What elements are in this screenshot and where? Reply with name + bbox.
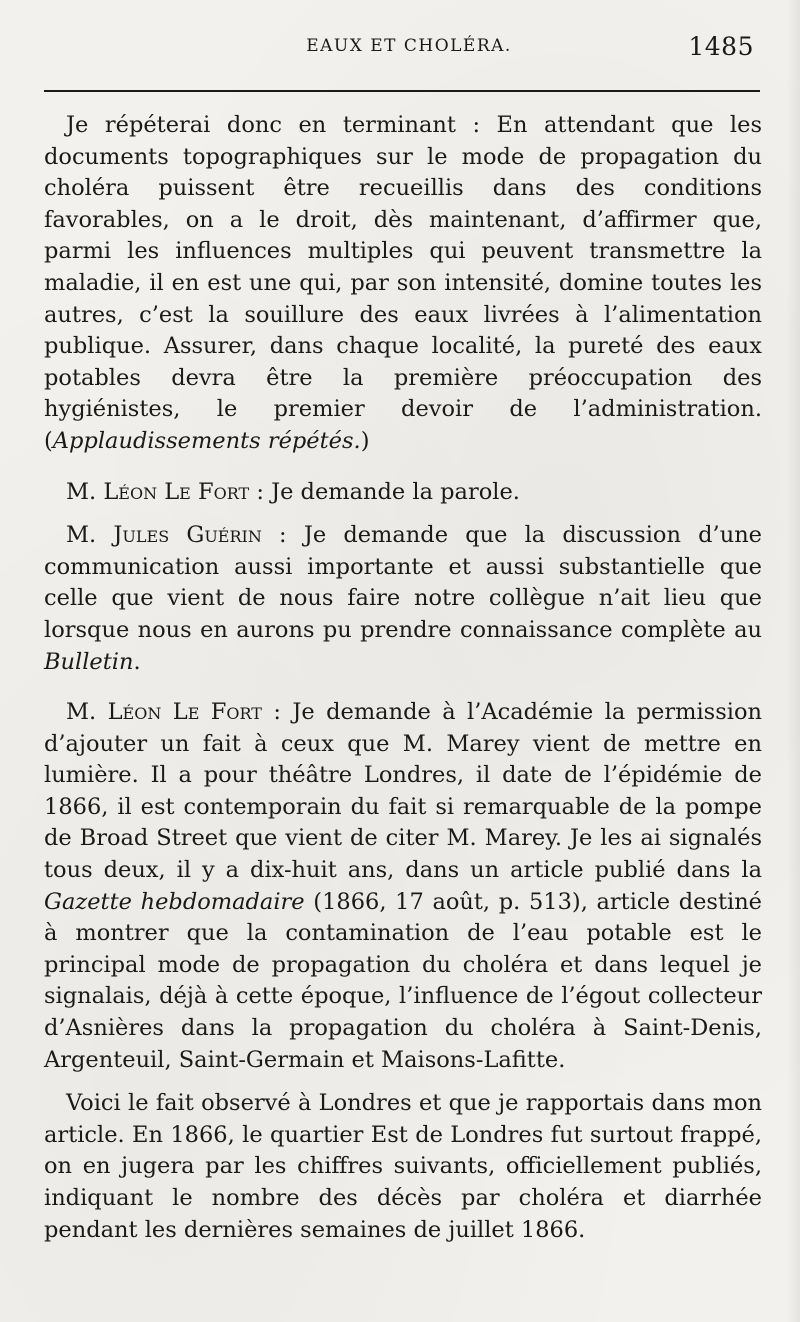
page-number: 1485: [688, 32, 754, 61]
page-header: [42, 32, 756, 72]
italic-gazette: Gazette hebdomadaire: [44, 888, 305, 915]
paragraph-le-fort-fact: [44, 697, 762, 1076]
paragraph-end: ): [360, 427, 370, 454]
paragraph-text: : Je demande la parole.: [249, 478, 520, 505]
speaker-name: Léon Le Fort: [103, 478, 250, 505]
speaker-name: Jules Guérin: [113, 522, 262, 549]
paragraph-text: Voici le fait observé à Londres et que je rapportais dans mon article. En 1866, le quartier Est de Londres fut surtout frappé, on en jugera par les chiffres suivants, officiellement publiés, indiquant le nombre des décès par choléra et diarrhée pendant les dernières semaines de juillet 1866.: [44, 1090, 762, 1243]
paragraph-london-fact: [44, 1088, 762, 1246]
paragraph-text: : Je demande à l’Académie la permission d’ajouter un fait à ceux que M. Marey vient de mettre en lumière. Il a pour théâtre Londres, il date de l’épidémie de 1866, il est contemporain du fait si remarquable de la pompe de Broad Street que vient de citer M. Marey. Je les ai signalés tous deux, il y a dix-huit ans, dans un article publié dans la: [44, 699, 762, 884]
paragraph-text: Je répéterai donc en terminant : En attendant que les documents topographiques sur le mode de propagation du choléra puissent être recueillis dans des conditions favorables, on a le droit, dès maintenant, d’affirmer que, parmi les influences multiples qui peuvent transmettre la maladie, il en est une qui, par son intensité, domine toutes les autres, c’est la souillure des eaux livrées à l’alimentation publique. Assurer, dans chaque localité, la pureté des eaux potables devra être la première préoccupation des hygiénistes, le premier devoir de l’administration. (: [44, 112, 762, 454]
running-title: EAUX ET CHOLÉRA.: [306, 36, 512, 56]
speaker-name: Léon Le Fort: [107, 699, 262, 726]
speaker-prefix: M.: [66, 522, 114, 549]
speaker-prefix: M.: [66, 478, 104, 505]
page-edge-shadow: [786, 0, 800, 1322]
paragraph-conclusion: [44, 110, 762, 458]
paragraph-end: (1866, 17 août, p. 513), article destiné à montrer que la contamination de l’eau potable est le principal mode de propagation du choléra et dans lequel je signalais, déjà à cette époque, l’influence de l’égout collecteur d’Asnières dans la propagation du choléra à Saint-Denis, Argenteuil, Saint-Germain et Maisons-Lafitte.: [44, 888, 762, 1073]
paragraph-text: : Je demande que la discussion d’une communication aussi importante et aussi substantielle que celle que vient de nous faire notre collègue n’ait lieu que lorsque nous en aurons pu prendre connaissance complète au: [44, 522, 762, 643]
italic-bulletin: Bulletin: [44, 648, 134, 675]
body-text: [44, 110, 762, 1246]
paragraph-le-fort-request: [44, 477, 762, 509]
italic-note: Applaudissements répétés.: [52, 427, 361, 454]
paragraph-end: .: [133, 648, 141, 675]
paragraph-guerin: [44, 520, 762, 678]
header-rule: [44, 90, 760, 92]
speaker-prefix: M.: [66, 699, 108, 726]
